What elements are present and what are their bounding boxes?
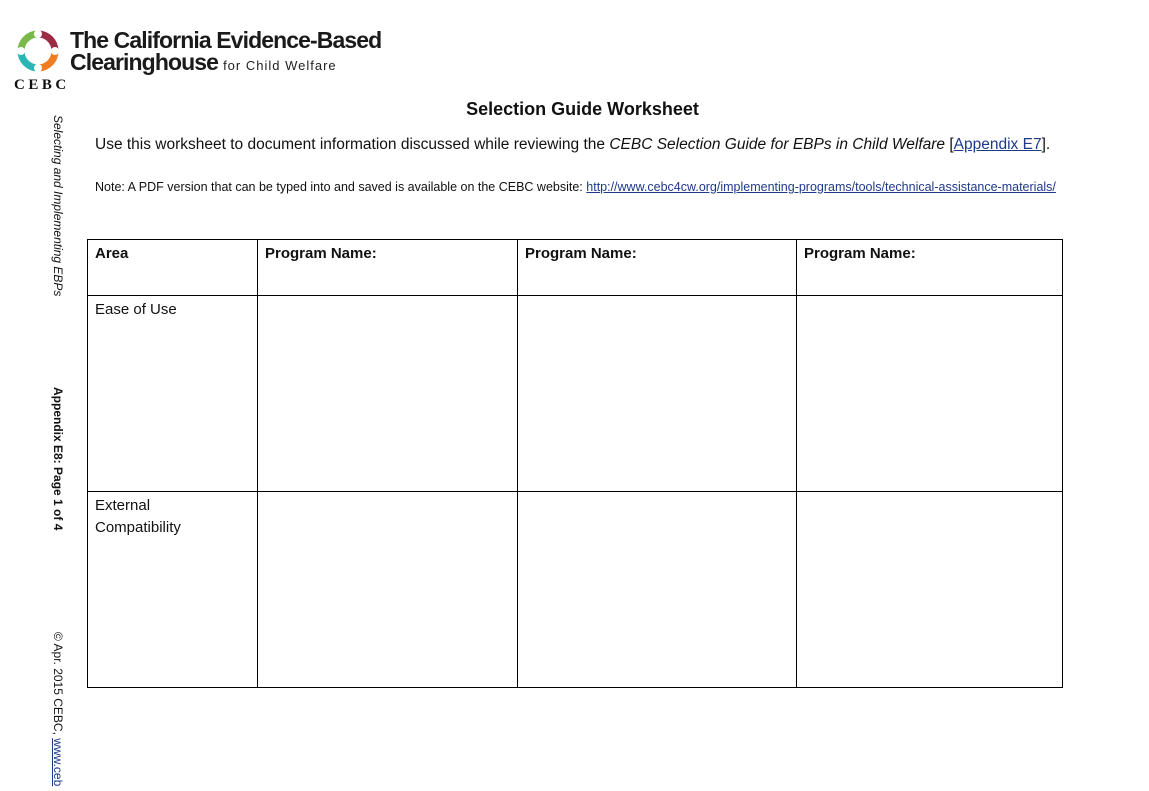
- side-page-label: Appendix E8: Page 1 of 4: [51, 387, 65, 531]
- ease-of-use-program-1-cell[interactable]: [258, 296, 518, 492]
- copyright-text: © Apr. 2015 CEBC,: [51, 632, 65, 735]
- ease-of-use-program-3-cell[interactable]: [797, 296, 1063, 492]
- header-program-name-3: Program Name:: [797, 240, 1063, 296]
- area-external-compatibility: External Compatibility: [88, 492, 258, 688]
- header-program-name-1: Program Name:: [258, 240, 518, 296]
- cebc-logo-mark: [12, 25, 64, 77]
- table-row: [88, 492, 1063, 688]
- intro-bracket-open: [: [949, 136, 954, 153]
- note-paragraph: [95, 178, 1065, 197]
- page-title: Selection Guide Worksheet: [466, 99, 699, 119]
- logo-subtitle-word: Clearinghouse: [70, 49, 219, 75]
- table-row: [88, 296, 1063, 492]
- intro-paragraph: [95, 136, 1095, 154]
- note-text: Note: A PDF version that can be typed into and saved is available on the CEBC website:: [95, 180, 583, 194]
- table-header-row: [88, 240, 1063, 296]
- intro-text: Use this worksheet to document information discussed while reviewing the: [95, 136, 606, 153]
- appendix-e7-link[interactable]: Appendix E7: [953, 136, 1042, 153]
- logo-tagline: for Child Welfare: [223, 58, 337, 73]
- external-compatibility-program-3-cell[interactable]: [797, 492, 1063, 688]
- logo-title: The California Evidence-Based: [70, 27, 382, 53]
- header-program-name-2: Program Name:: [518, 240, 797, 296]
- external-compatibility-program-1-cell[interactable]: [258, 492, 518, 688]
- side-section-title: Selecting and Implementing EBPs: [51, 115, 65, 297]
- cebc-website-link[interactable]: http://www.cebc4cw.org/implementing-programs/tools/technical-assistance-materials/: [586, 180, 1056, 194]
- logo-abbreviation: CEBC: [14, 77, 70, 93]
- ease-of-use-program-2-cell[interactable]: [518, 296, 797, 492]
- area-ease-of-use: Ease of Use: [88, 296, 258, 492]
- copyright-link[interactable]: www.ceb: [51, 738, 65, 787]
- side-copyright: [51, 632, 65, 786]
- worksheet-table: [87, 239, 1063, 688]
- logo-subtitle: [70, 50, 337, 78]
- intro-bracket-close: ].: [1041, 136, 1051, 153]
- header-area: Area: [88, 240, 258, 296]
- intro-guide-title: CEBC Selection Guide for EBPs in Child Welfare: [609, 136, 946, 153]
- external-compatibility-program-2-cell[interactable]: [518, 492, 797, 688]
